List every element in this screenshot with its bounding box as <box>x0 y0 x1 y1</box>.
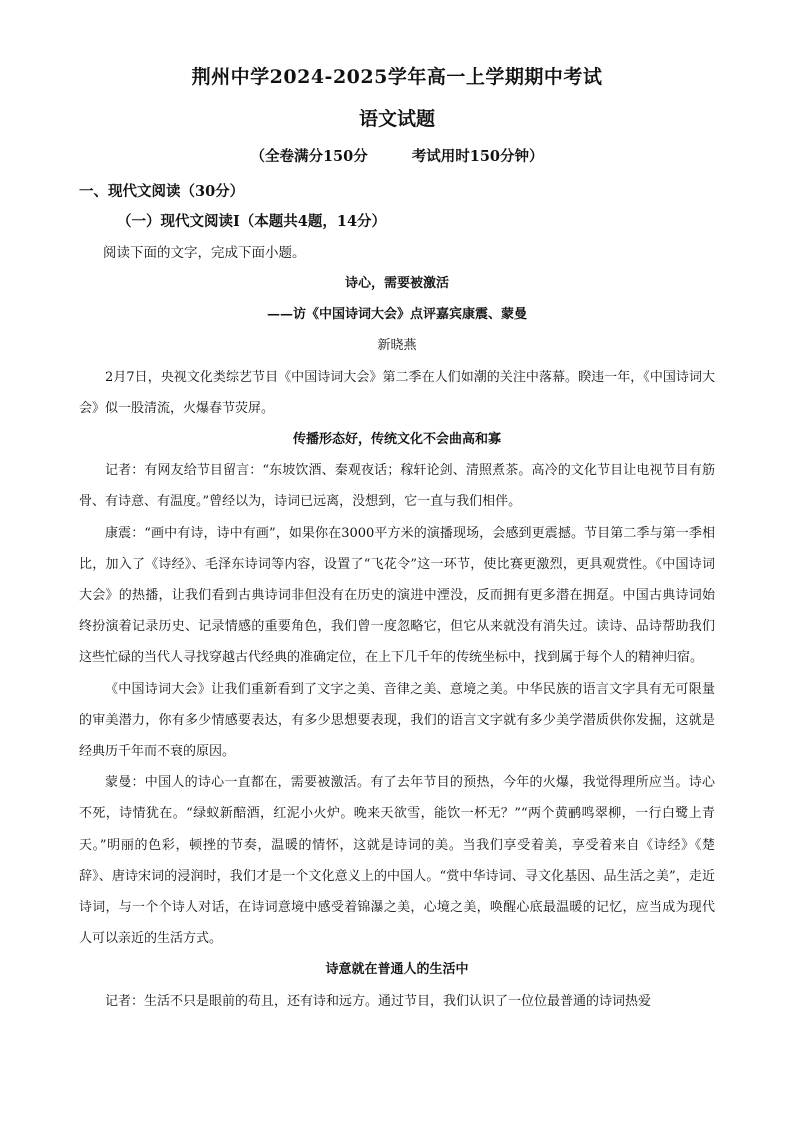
subject-title: 语文试题 <box>358 108 435 130</box>
article-subtitle: ——访《中国诗词大会》点评嘉宾康震、蒙曼 <box>266 307 527 323</box>
exam-title: 荆州中学2024-2025学年高一上学期期中考试 <box>191 66 603 88</box>
section-heading: 一、现代文阅读（30分） <box>79 183 245 200</box>
article <box>79 268 715 1017</box>
article-paragraph: 《中国诗词大会》让我们重新看到了文字之美、音律之美、意境之美。中华民族的语言文字具有无可限量的审美潜力，你有多少情感要表达，有多少思想要表现，我们的语言文字就有多少美学潜质供你发掘，这就是经典历千年而不衰的原因。 <box>79 681 715 760</box>
article-paragraph: 康震：“画中有诗，诗中有画”，如果你在3000平方米的演播现场，会感到更震撼。节目第二季与第一季相比，加入了《诗经》、毛泽东诗词等内容，设置了“飞花令”这一环节，使比赛更激烈，更具观赏性。《中国诗词大会》的热播，让我们看到古典诗词非但没有在历史的演进中湮没，反而拥有更多潜在拥趸。中国古典诗词始终扮演着记录历史、记录情感的重要角色，我们曾一度忽略它，但它从来就没有消失过。读诗、品诗帮助我们这些忙碌的当代人寻找穿越古代经典的准确定位，在上下几千年的传统坐标中，找到属于每个人的精神归宿。 <box>79 525 715 666</box>
article-title: 诗心，需要被激活 <box>344 276 449 291</box>
article-author: 新晓燕 <box>377 338 417 354</box>
full-marks-text: （全卷满分150分 <box>250 148 368 165</box>
article-paragraph: 2月7日，央视文化类综艺节目《中国诗词大会》第二季在人们如潮的关注中落幕。睽违一年，《中国诗词大会》似一股清流，火爆春节荧屏。 <box>79 369 715 416</box>
article-section-heading: 传播形态好，传统文化不会曲高和寡 <box>292 432 501 448</box>
article-paragraph: 记者：有网友给节目留言：“东坡饮酒、秦观夜话；稼轩论剑、清照煮茶。高冷的文化节目让电视节目有筋骨、有诗意、有温度。”曾经以为，诗词已远离，没想到，它一直与我们相伴。 <box>79 463 715 510</box>
subsection-heading: （一）现代文阅读Ⅰ（本题共4题，14分） <box>117 213 387 230</box>
article-paragraph: 记者：生活不只是眼前的苟且，还有诗和远方。通过节目，我们认识了一位位最普通的诗词热爱 <box>105 993 652 1009</box>
article-section-heading: 诗意就在普通人的生活中 <box>325 962 469 978</box>
time-limit-text: 考试用时150分钟） <box>411 148 544 165</box>
reading-instruction: 阅读下面的文字，完成下面小题。 <box>103 245 306 261</box>
article-paragraph: 蒙曼：中国人的诗心一直都在，需要被激活。有了去年节目的预热，今年的火爆，我觉得理所应当。诗心不死，诗情犹在。“绿蚁新醅酒，红泥小火炉。晚来天欲雪，能饮一杯无？”“两个黄鹂鸣翠柳，一行白鹭上青天。”明丽的色彩，顿挫的节奏，温暖的情怀，这就是诗词的美。当我们享受着美，享受着来自《诗经》《楚辞》、唐诗宋词的浸润时，我们才是一个文化意义上的中国人。“赏中华诗词、寻文化基因、品生活之美”，走近诗词，与一个个诗人对话，在诗词意境中感受着锦瀑之美，心境之美，唤醒心底最温暖的记忆，应当成为现代人可以亲近的生活方式。 <box>79 775 715 947</box>
exam-info <box>0 145 794 166</box>
